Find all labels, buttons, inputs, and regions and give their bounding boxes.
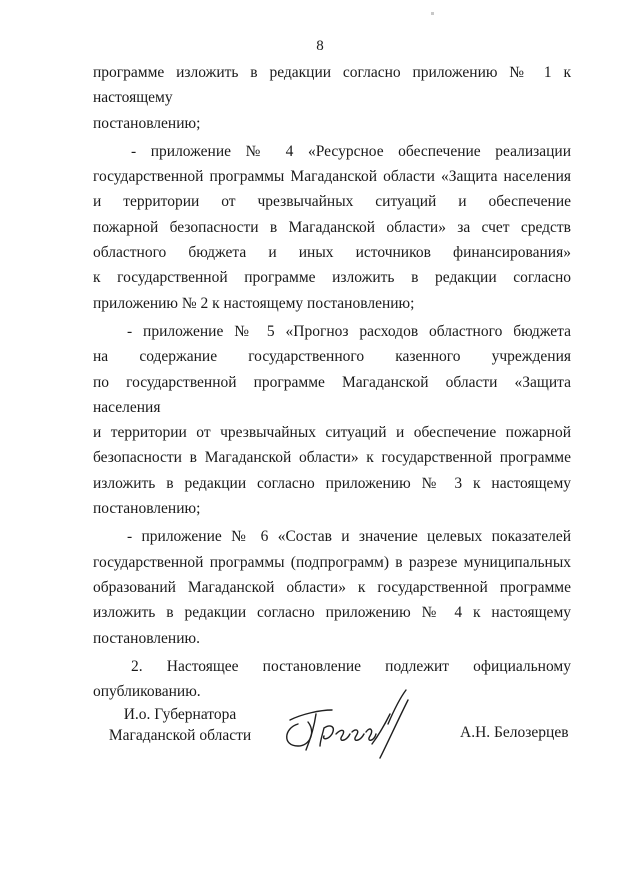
text-line: постановлению;	[93, 114, 201, 132]
text-line: постановлению;	[93, 500, 201, 518]
text-line: областного бюджета и иных источников финансирования»	[93, 244, 571, 262]
text-line: государственной программы Магаданской области «Защита населения	[93, 168, 571, 186]
text-line: постановлению.	[93, 629, 200, 647]
document-body	[93, 60, 571, 704]
text-line: и территории от чрезвычайных ситуаций и обеспечение пожарной	[93, 424, 571, 442]
text-line: безопасности в Магаданской области» к государственной программе	[93, 449, 571, 467]
text-line: приложению № 2 к настоящему постановлению;	[93, 294, 415, 312]
text-line: по государственной программе Магаданской области «Защита населения	[93, 373, 571, 416]
text-line: к государственной программе изложить в редакции согласно	[93, 269, 571, 287]
text-line: пожарной безопасности в Магаданской области» за счет средств	[93, 218, 571, 236]
handwritten-signature	[276, 684, 416, 762]
text-line: образований Магаданской области» к государственной программе	[93, 578, 571, 596]
text-line: изложить в редакции согласно приложению № 4 к настоящему	[93, 604, 571, 622]
text-line: программе изложить в редакции согласно приложению № 1 к настоящему	[93, 64, 571, 107]
scan-dot	[431, 12, 434, 15]
text-line: государственной программы (подпрограмм) в разрезе муниципальных	[93, 553, 571, 571]
text-line: на содержание государственного казенного учреждения	[93, 348, 571, 366]
signatory-position-line: Магаданской области	[108, 727, 252, 744]
signatory-position-line: И.о. Губернатора	[123, 706, 237, 723]
text-line: опубликованию.	[93, 683, 201, 701]
text-line: - приложение № 6 «Состав и значение целевых показателей	[127, 528, 571, 546]
text-line: и территории от чрезвычайных ситуаций и обеспечение	[93, 193, 571, 211]
signatory-position	[100, 704, 260, 746]
page-number: 8	[316, 38, 324, 54]
text-line: - приложение № 5 «Прогноз расходов областного бюджета	[127, 322, 571, 340]
text-line: 2. Настоящее постановление подлежит официальному	[131, 657, 571, 675]
text-line: - приложение № 4 «Ресурсное обеспечение реализации	[131, 142, 571, 160]
text-line: изложить в редакции согласно приложению № 3 к настоящему	[93, 474, 571, 492]
signatory-name: А.Н. Белозерцев	[460, 724, 569, 741]
